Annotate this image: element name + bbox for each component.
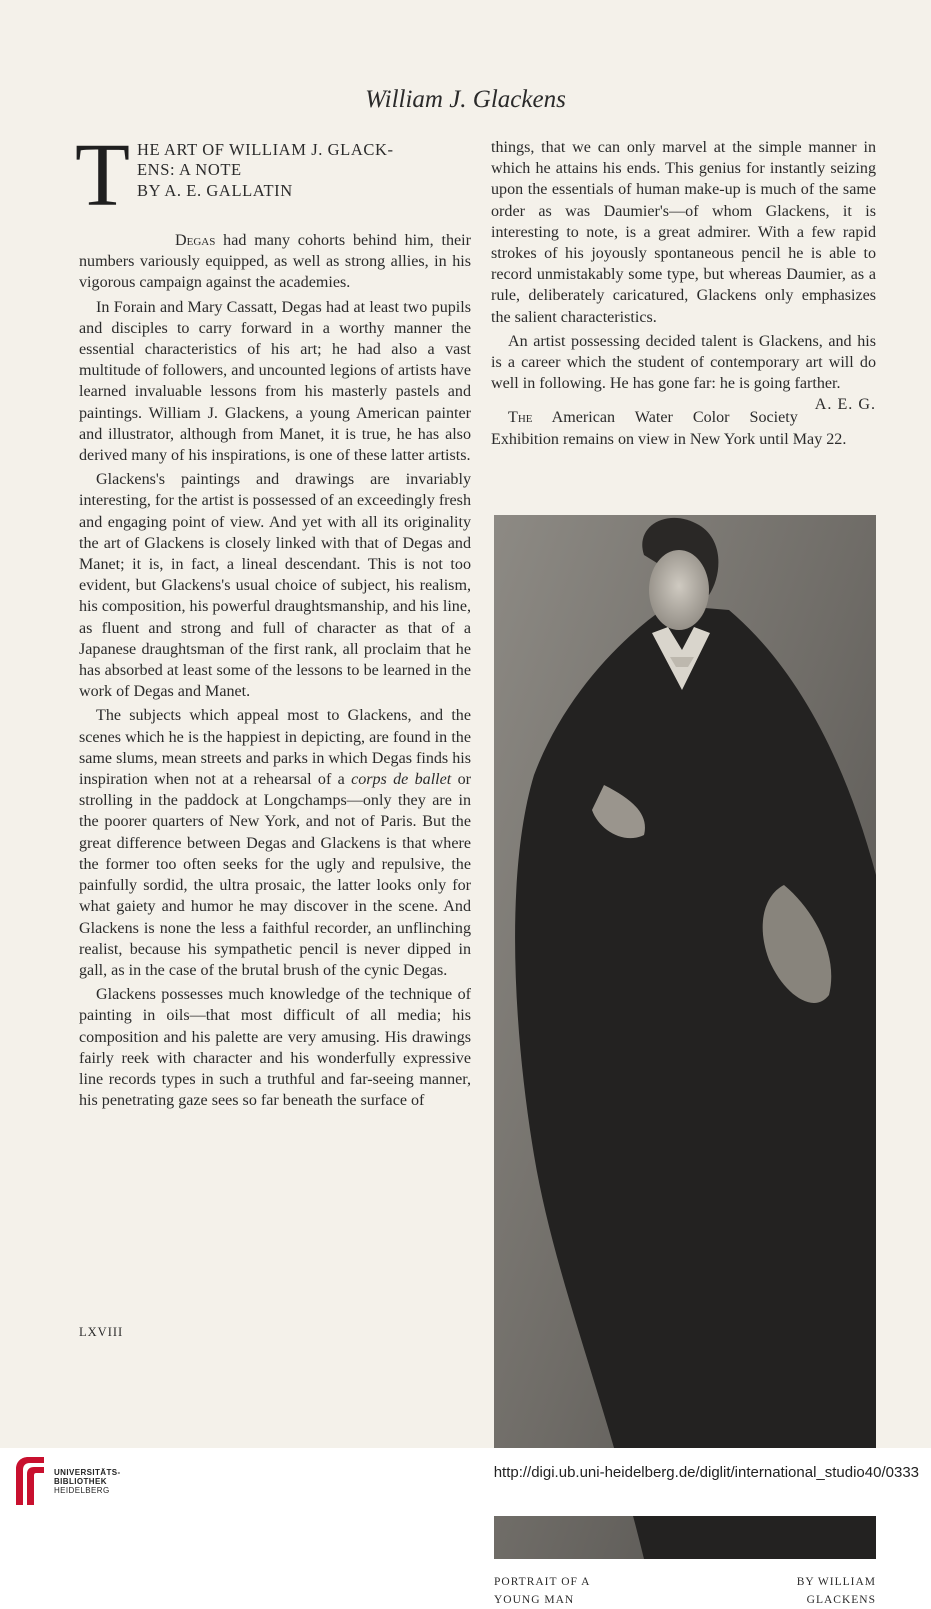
paragraph-4: [79, 705, 471, 981]
library-name-line-2: BIBLIOTHEK: [54, 1477, 107, 1486]
paragraph-4-text-a: The subjects which appeal most to Glackens, and the scenes which he is the happiest in depicting, are found in the same slums, mean streets and parks in which Degas finds his inspiration when not at a rehearsal of a: [79, 707, 471, 789]
paragraph-7-text: An artist possessing decided talent is Glackens, and his is a career which the student of contemporary art will do well in following. He has gone far: he is going farther.: [491, 332, 876, 393]
library-name-line-3: HEIDELBERG: [54, 1486, 110, 1495]
caption-title: [494, 1573, 590, 1609]
exhibition-note-text: American Water Color Society Exhibition remains on view in New York until May 22.: [491, 409, 847, 448]
paragraph-7: [491, 331, 876, 414]
right-column: [491, 137, 876, 450]
portrait-plate: [494, 515, 876, 1559]
heading-line-1: HE ART OF WILLIAM J. GLACK-: [137, 140, 394, 159]
page-folio: LXVIII: [79, 1325, 124, 1339]
paragraph-2: In Forain and Mary Cassatt, Degas had at least two pupils and disciples to carry forward in a worthy manner the essential characteristics of his art; he had also a vast multitude of followers, and uncounted legions of artists have learned invaluable lessons from his masterly pastels and paintings. William J. Glackens, a young American painter and illustrator, although from Manet, it is true, he has also derived many of his inspirations, is one of these latter artists.: [79, 298, 471, 465]
paragraph-1-lead: Degas: [175, 232, 216, 249]
article-heading: [75, 126, 471, 233]
library-name-line-1: UNIVERSITÄTS-: [54, 1468, 121, 1477]
heading-line-2: ENS: A NOTE: [137, 160, 242, 179]
source-url[interactable]: http://digi.ub.uni-heidelberg.de/diglit/international_studio40/0333: [493, 1464, 919, 1481]
paragraph-4-italic: corps de ballet: [351, 771, 452, 789]
heading-line-3: BY A. E. GALLATIN: [137, 181, 293, 200]
paragraph-3: Glackens's paintings and drawings are invariably interesting, for the artist is possessed of an exceedingly fresh and engaging point of view. And yet with all its originality the art of Glackens is closely linked with that of Degas and Manet; it is, in fact, a lineal descendant. This is not too evident, but Glackens's usual choice of subject, his realism, his composition, his powerful draughtsmanship, and his line, as fluent and strong and full of character as that of a Japanese draughtsman of the first rank, all proclaim that he has absorbed at least some of the lessons to be learned in the work of Degas and Manet.: [79, 471, 471, 701]
exhibition-note-lead: The: [508, 409, 533, 427]
drop-cap: T: [75, 126, 130, 225]
portrait-face: [649, 550, 709, 630]
paragraph-1-text: had many cohorts behind him, their numbers variously equipped, as well as strong allies, in his vigorous campaign against the academies.: [79, 232, 471, 292]
caption-credit-line-2: GLACKENS: [806, 1594, 876, 1606]
paragraph-5: Glackens possesses much knowledge of the technique of painting in oils—that most difficult of all media; his composition and his palette are very amusing. His drawings fairly reek with character and his wonderfully expressive line records types in such a truthful and far-seeing manner, his penetrating gaze sees so far beneath the surface of: [79, 986, 471, 1110]
paragraph-1: [79, 230, 471, 294]
library-logo-icon: [14, 1455, 48, 1509]
caption-credit: [797, 1573, 876, 1609]
paragraph-6: things, that we can only marvel at the simple manner in which he attains his ends. This genius for instantly seizing upon the essentials of human make-up is much of the same order as was Daumier's—of whom Glackens, it is interesting to note, is a great admirer. With a few rapid strokes of his joyously spontaneous pencil he is able to record unmistakably some type, but whereas Daumier, as a rule, deliberately caricatured, Glackens only emphasizes the salient characteristics.: [491, 139, 876, 326]
left-column: [75, 126, 471, 1111]
portrait-image: [494, 515, 876, 1559]
footer-bar: [0, 1448, 931, 1516]
caption-title-line-2: YOUNG MAN: [494, 1594, 575, 1606]
caption-credit-line-1: BY WILLIAM: [796, 1576, 876, 1588]
signoff: A. E. G.: [814, 396, 876, 414]
paragraph-4-text-b: or strolling in the paddock at Longchamps—only they are in the poorer quarters of New York, and not of Paris. But the great difference between Degas and Glackens is that where the former too often seeks for the ugly and repulsive, the painfully sordid, the ultra prosaic, the latter looks only for what gaiety and humor he may discover in the scene. And Glackens is none the less a faithful recorder, an unflinching realist, because his sympathetic pencil is never dipped in gall, as in the case of the brutal brush of the cynic Degas.: [79, 771, 471, 979]
library-name: [54, 1468, 121, 1495]
caption-title-line-1: PORTRAIT OF A: [494, 1576, 591, 1588]
running-head: William J. Glackens: [365, 86, 566, 113]
